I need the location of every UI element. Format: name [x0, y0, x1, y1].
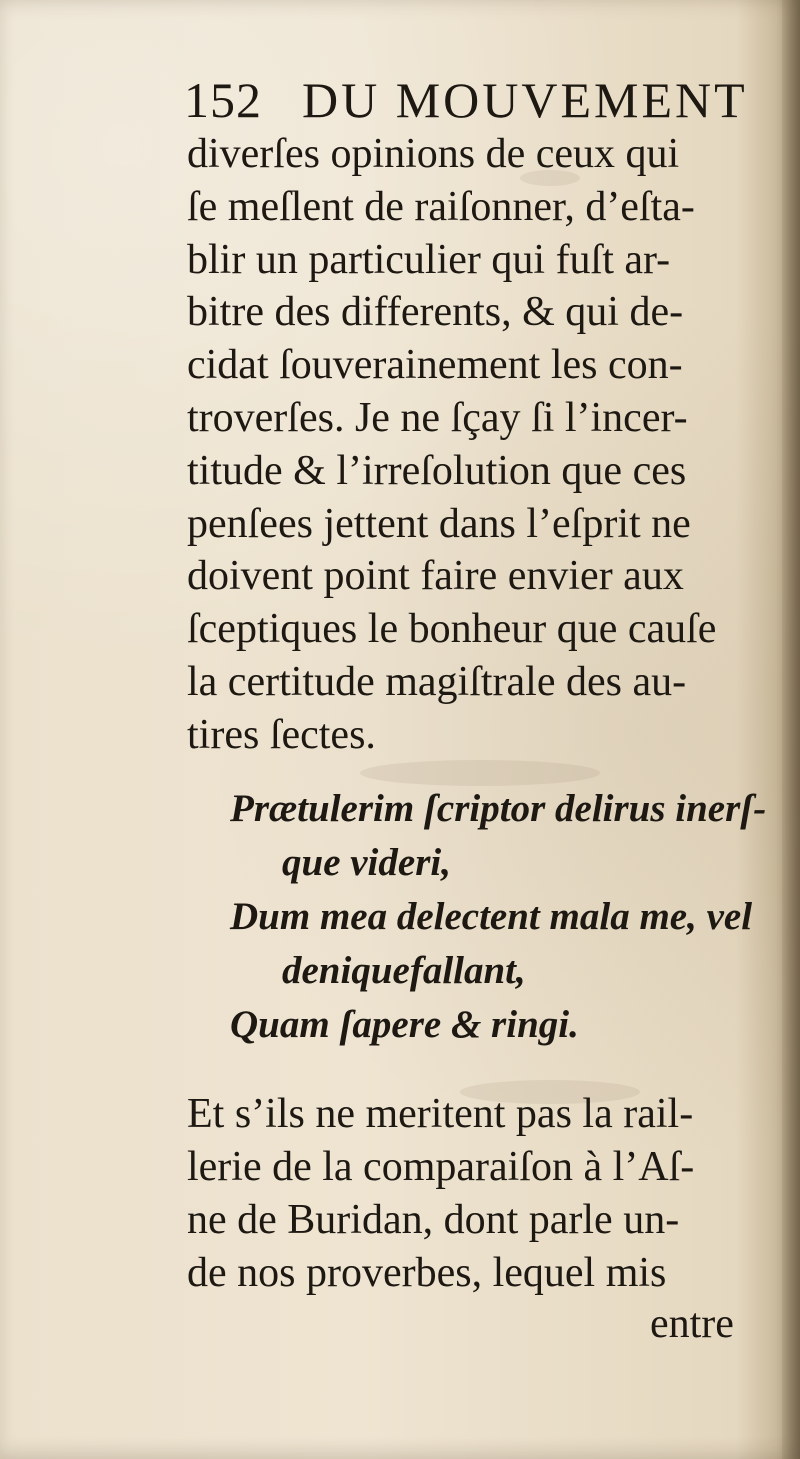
- verse-line: Prætulerim ſcriptor delirus inerſ-: [230, 787, 767, 830]
- text-line: bitre des differents, & qui de-: [187, 289, 684, 336]
- verse-line: deniquefallant,: [282, 949, 526, 992]
- text-line: la certitude magiſtrale des au-: [187, 658, 687, 705]
- text-line: blir un particulier qui fuſt ar-: [187, 236, 671, 283]
- verse-line: Dum mea delectent mala me, vel: [230, 895, 753, 938]
- text-line: diverſes opinions de ceux qui: [187, 131, 680, 177]
- text-line: troverſes. Je ne ſçay ſi l’incer-: [187, 394, 688, 441]
- text-line: de nos proverbes, lequel mis: [187, 1250, 667, 1296]
- text-line: ſe meſlent de raiſonner, d’eſta-: [187, 183, 695, 230]
- catchword: entre: [650, 1301, 734, 1347]
- continuation-paragraph: [187, 1088, 772, 1300]
- latin-verse-quotation: [230, 782, 775, 1052]
- page-number: 152: [184, 72, 262, 128]
- page-edge-shadow: [782, 0, 800, 1459]
- verse-line: Quam ſapere & ringi.: [230, 1003, 579, 1046]
- text-line: ne de Buridan, dont parle un-: [187, 1197, 680, 1243]
- running-head: DU MOUVEMENT: [302, 72, 748, 128]
- text-line: titude & l’irreſolution que ces: [187, 447, 687, 494]
- verse-line: que videri,: [282, 841, 451, 884]
- text-line: ſceptiques le bonheur que cauſe: [187, 606, 717, 653]
- page-header: [184, 70, 748, 130]
- text-line: lerie de la comparaiſon à l’Aſ-: [187, 1144, 695, 1190]
- main-paragraph: [187, 128, 772, 762]
- text-line: tires ſectes.: [187, 711, 376, 758]
- text-line: cidat ſouverainement les con-: [187, 342, 683, 389]
- text-line: Et s’ils ne meritent pas la rail-: [187, 1091, 694, 1137]
- text-line: penſees jettent dans l’eſprit ne: [187, 500, 691, 547]
- text-line: doivent point faire envier aux: [187, 553, 684, 600]
